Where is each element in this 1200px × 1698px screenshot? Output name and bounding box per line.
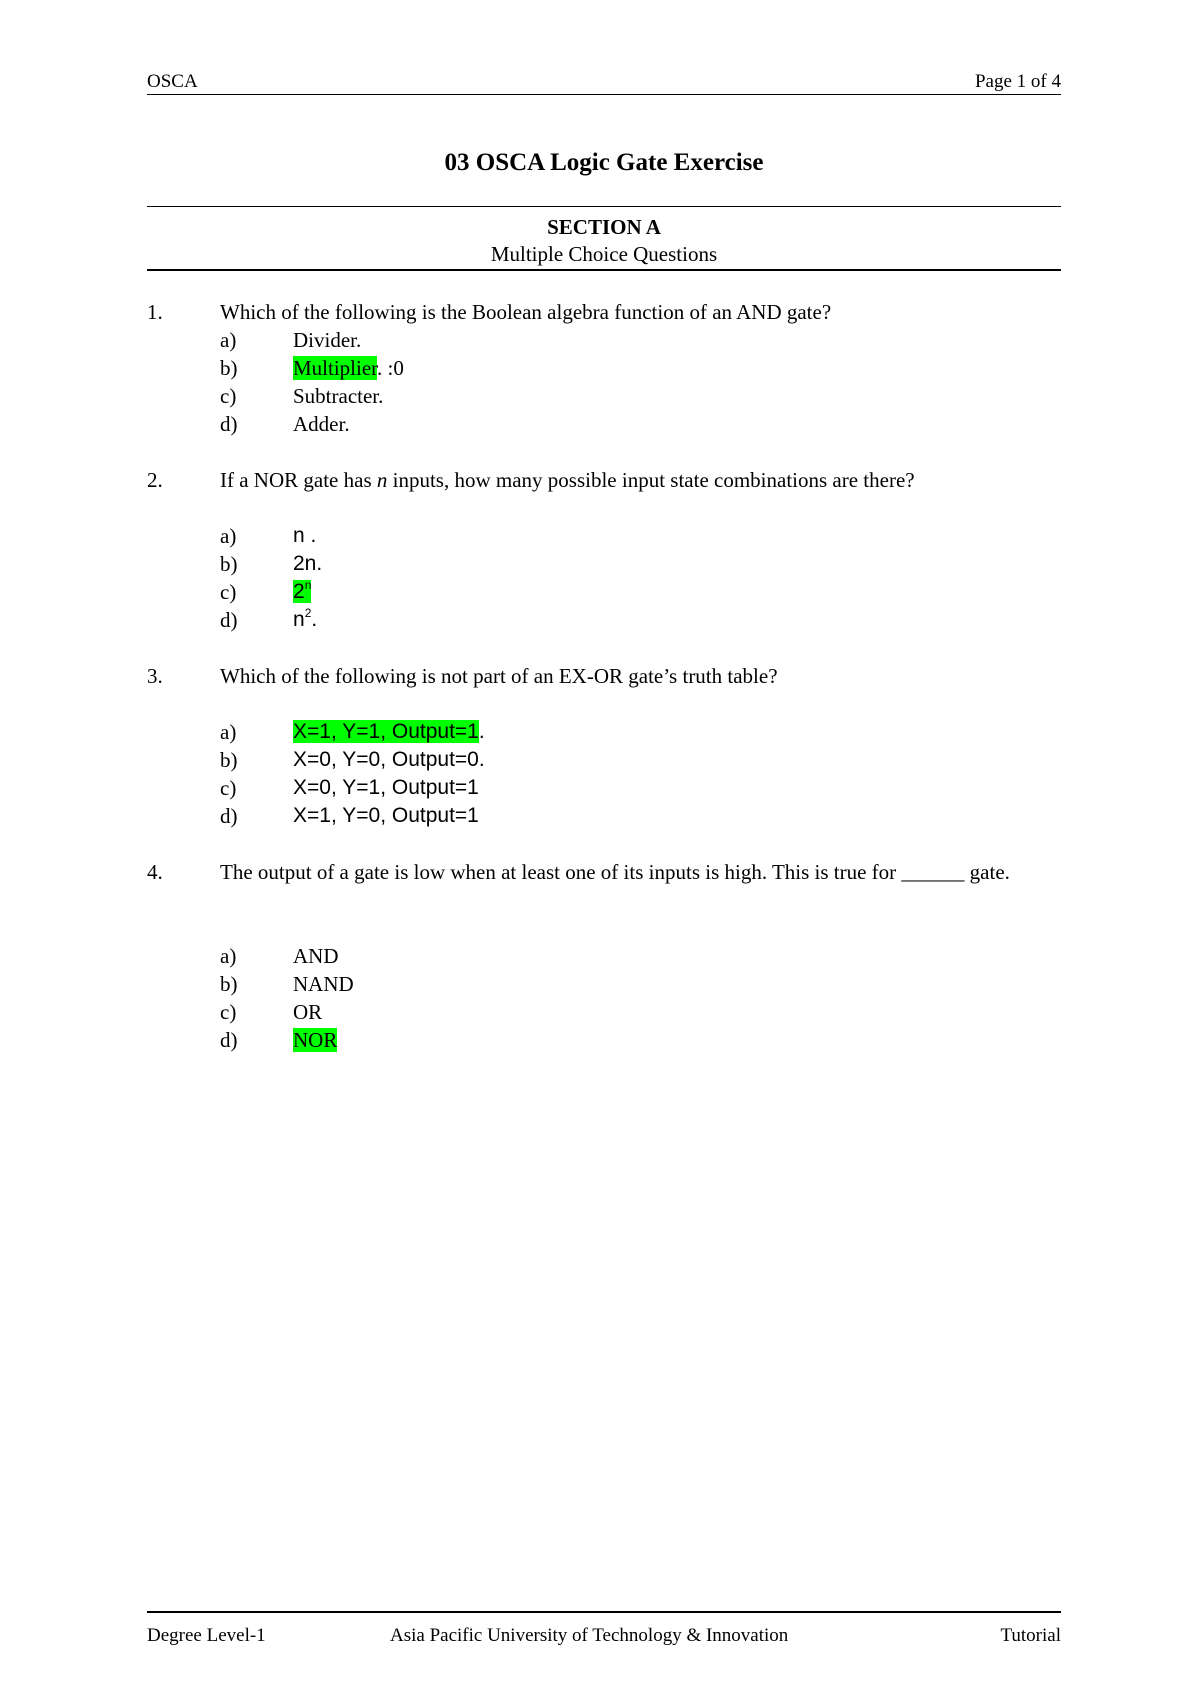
option-suffix: . :0: [377, 356, 404, 380]
option-c: [220, 774, 1061, 802]
option-suffix: .: [478, 720, 485, 743]
option-a: [220, 522, 1061, 550]
option-b: [220, 746, 1061, 774]
option-text: Adder.: [293, 412, 350, 436]
option-text-group: [293, 578, 311, 606]
option-letter: d): [220, 1028, 238, 1052]
option-text-group: [293, 606, 317, 634]
option-text: Subtracter.: [293, 384, 384, 408]
option-c: [220, 578, 1061, 606]
option-letter: b): [220, 972, 238, 996]
section-heading: [147, 206, 1061, 271]
option-d: [220, 606, 1061, 634]
option-d: [220, 1026, 1061, 1054]
option-b: [220, 550, 1061, 578]
option-letter: c): [220, 580, 237, 604]
question-text: The output of a gate is low when at least one of its inputs is high. This is true for ______ gate.: [220, 860, 1010, 884]
option-c: [220, 998, 1061, 1026]
option-b: [220, 970, 1061, 998]
section-subtitle: Multiple Choice Questions: [490, 242, 718, 266]
question-text: Which of the following is the Boolean algebra function of an AND gate?: [220, 300, 832, 324]
option-text-group: [293, 1026, 337, 1054]
option-c: [220, 382, 1061, 410]
option-text: n .: [293, 524, 317, 547]
option-text: Divider.: [293, 328, 362, 352]
option-letter: d): [220, 412, 238, 436]
page-header: [147, 72, 1061, 95]
question-text-part: inputs, how many possible input state combinations are there?: [387, 468, 915, 492]
option-letter: a): [220, 944, 237, 968]
document-title: 03 OSCA Logic Gate Exercise: [444, 149, 764, 176]
question-number: 4.: [147, 860, 163, 884]
highlighted-answer: [293, 580, 311, 603]
header-course: OSCA: [147, 71, 198, 92]
question-number: 3.: [147, 664, 163, 688]
option-text: X=1, Y=0, Output=1: [293, 804, 479, 827]
option-base: 2: [293, 580, 305, 603]
highlighted-answer: X=1, Y=1, Output=1: [293, 720, 479, 743]
option-a: [220, 942, 1061, 970]
option-letter: d): [220, 804, 238, 828]
question-text-variable: n: [376, 468, 388, 492]
option-letter: c): [220, 776, 237, 800]
question-text: [220, 466, 1061, 494]
option-text: 2n.: [293, 552, 323, 575]
option-letter: c): [220, 1000, 237, 1024]
option-text-group: [293, 718, 485, 746]
footer-type: Tutorial: [1000, 1625, 1061, 1646]
option-letter: a): [220, 524, 237, 548]
option-text: X=0, Y=0, Output=0.: [293, 748, 485, 771]
option-text-group: [293, 354, 404, 382]
option-letter: b): [220, 552, 238, 576]
option-exponent: n: [304, 578, 312, 592]
question-text-part: If a NOR gate has: [220, 468, 377, 492]
option-letter: d): [220, 608, 238, 632]
option-suffix: .: [311, 608, 318, 631]
header-page-number: Page 1 of 4: [974, 71, 1061, 92]
option-letter: a): [220, 328, 237, 352]
option-letter: b): [220, 356, 238, 380]
footer-university: Asia Pacific University of Technology & Innovation: [390, 1625, 789, 1646]
highlighted-answer: Multiplier: [293, 356, 377, 380]
option-d: [220, 410, 1061, 438]
option-text: AND: [293, 944, 339, 968]
option-letter: a): [220, 720, 237, 744]
option-letter: b): [220, 748, 238, 772]
option-a: [220, 326, 1061, 354]
option-a: [220, 718, 1061, 746]
footer-level: Degree Level-1: [147, 1625, 266, 1646]
option-exponent: 2: [304, 606, 312, 620]
option-b: [220, 354, 1061, 382]
option-letter: c): [220, 384, 237, 408]
option-text: OR: [293, 1000, 323, 1024]
page-footer: [147, 1611, 1061, 1646]
question-number: 1.: [147, 300, 163, 324]
option-text: NAND: [293, 972, 354, 996]
highlighted-answer: NOR: [293, 1028, 338, 1052]
option-text: X=0, Y=1, Output=1: [293, 776, 479, 799]
option-base: n: [293, 608, 305, 631]
question-number: 2.: [147, 468, 163, 492]
option-d: [220, 802, 1061, 830]
section-title: SECTION A: [547, 215, 661, 239]
question-text: Which of the following is not part of an EX-OR gate’s truth table?: [220, 664, 778, 688]
